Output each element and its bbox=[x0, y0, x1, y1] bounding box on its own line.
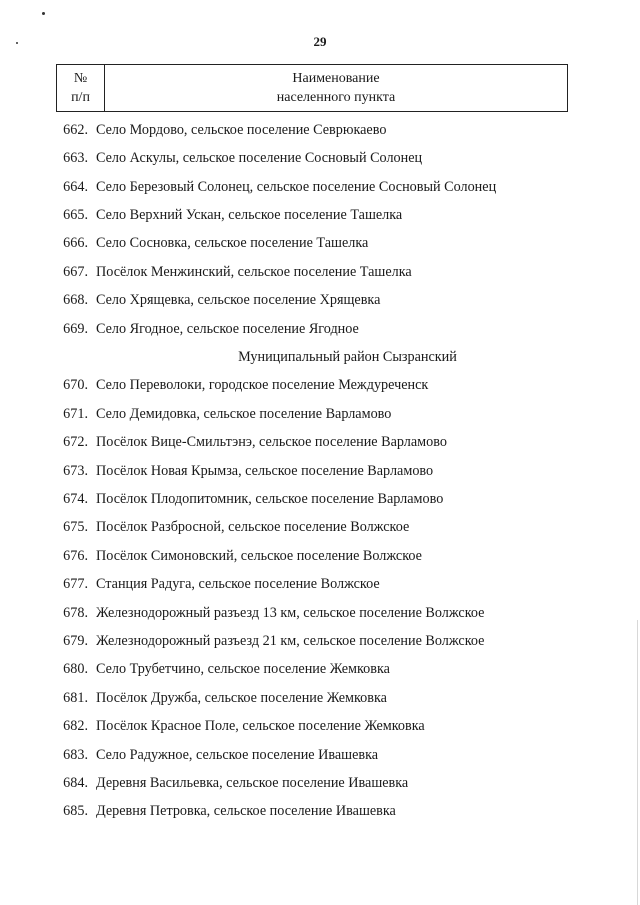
item-name: Село Трубетчино, сельское поселение Жемковка bbox=[96, 661, 390, 678]
item-number: 662. bbox=[63, 121, 88, 138]
header-number-column bbox=[57, 65, 105, 111]
item-name: Село Хрящевка, сельское поселение Хрящевка bbox=[96, 292, 381, 309]
item-number: 671. bbox=[63, 405, 88, 422]
page-number: 29 bbox=[313, 34, 327, 49]
item-name: Село Демидовка, сельское поселение Варламово bbox=[96, 405, 392, 422]
item-name: Село Аскулы, сельское поселение Сосновый Солонец bbox=[96, 150, 423, 167]
list-item bbox=[0, 286, 640, 314]
list-item bbox=[0, 713, 640, 741]
item-number: 664. bbox=[63, 178, 88, 195]
item-name: Посёлок Новая Крымза, сельское поселение Варламово bbox=[96, 462, 434, 479]
list-item bbox=[0, 798, 640, 826]
item-name: Станция Радуга, сельское поселение Волжское bbox=[96, 576, 380, 593]
item-name: Село Сосновка, сельское поселение Ташелка bbox=[96, 235, 369, 252]
item-number: 682. bbox=[63, 718, 88, 735]
list-item bbox=[0, 116, 640, 144]
list-item bbox=[0, 542, 640, 570]
item-number: 683. bbox=[63, 746, 88, 763]
list-item bbox=[0, 741, 640, 769]
item-number: 675. bbox=[63, 519, 88, 536]
list-item bbox=[0, 599, 640, 627]
item-name: Село Ягодное, сельское поселение Ягодное bbox=[96, 320, 359, 337]
item-number: 669. bbox=[63, 320, 88, 337]
item-number: 667. bbox=[63, 263, 88, 280]
header-number-label: № bbox=[73, 71, 88, 86]
header-name-column bbox=[105, 65, 567, 111]
item-name: Посёлок Менжинский, сельское поселение Ташелка bbox=[96, 263, 412, 280]
item-number: 681. bbox=[63, 689, 88, 706]
item-name: Село Радужное, сельское поселение Ивашевка bbox=[96, 746, 379, 763]
list-item bbox=[0, 315, 640, 343]
item-name: Посёлок Симоновский, сельское поселение Волжское bbox=[96, 547, 422, 564]
list-item bbox=[0, 571, 640, 599]
item-number: 676. bbox=[63, 547, 88, 564]
item-name: Посёлок Вице-Смильтэнэ, сельское поселение Варламово bbox=[96, 434, 447, 451]
list-item bbox=[0, 173, 640, 201]
list-item bbox=[0, 230, 640, 258]
item-name: Село Березовый Солонец, сельское поселение Сосновый Солонец bbox=[96, 178, 497, 195]
list-item bbox=[0, 769, 640, 797]
item-number: 680. bbox=[63, 661, 88, 678]
header-name-sublabel: населенного пункта bbox=[276, 90, 396, 105]
item-name: Село Переволоки, городское поселение Междуреченск bbox=[96, 377, 429, 394]
item-name: Посёлок Красное Поле, сельское поселение Жемковка bbox=[96, 718, 425, 735]
item-name: Железнодорожный разъезд 13 км, сельское поселение Волжское bbox=[96, 604, 485, 621]
list-item bbox=[0, 485, 640, 513]
list-item bbox=[0, 514, 640, 542]
header-name-label: Наименование bbox=[292, 71, 380, 86]
item-number: 679. bbox=[63, 633, 88, 650]
list-item bbox=[0, 656, 640, 684]
settlement-list bbox=[0, 116, 640, 826]
item-number: 684. bbox=[63, 775, 88, 792]
section-title: Муниципальный район Сызранский bbox=[238, 348, 457, 365]
item-number: 674. bbox=[63, 490, 88, 507]
scan-speck bbox=[42, 12, 45, 15]
item-name: Деревня Петровка, сельское поселение Ивашевка bbox=[96, 803, 396, 820]
item-name: Посёлок Плодопитомник, сельское поселение Варламово bbox=[96, 490, 444, 507]
item-name: Железнодорожный разъезд 21 км, сельское поселение Волжское bbox=[96, 633, 485, 650]
list-item bbox=[0, 400, 640, 428]
list-item bbox=[0, 627, 640, 655]
item-number: 670. bbox=[63, 377, 88, 394]
item-number: 666. bbox=[63, 235, 88, 252]
item-name: Село Верхний Ускан, сельское поселение Ташелка bbox=[96, 206, 403, 223]
item-number: 672. bbox=[63, 434, 88, 451]
item-number: 685. bbox=[63, 803, 88, 820]
header-number-sublabel: п/п bbox=[71, 90, 90, 105]
item-number: 668. bbox=[63, 292, 88, 309]
list-item bbox=[0, 457, 640, 485]
item-number: 677. bbox=[63, 576, 88, 593]
list-item bbox=[0, 144, 640, 172]
item-name: Посёлок Разбросной, сельское поселение Волжское bbox=[96, 519, 410, 536]
list-item bbox=[0, 372, 640, 400]
list-item bbox=[0, 258, 640, 286]
table-header bbox=[56, 64, 568, 112]
item-name: Посёлок Дружба, сельское поселение Жемковка bbox=[96, 689, 387, 706]
item-number: 665. bbox=[63, 206, 88, 223]
item-name: Село Мордово, сельское поселение Севрюкаево bbox=[96, 121, 387, 138]
list-item bbox=[0, 428, 640, 456]
list-item bbox=[0, 684, 640, 712]
list-item bbox=[0, 201, 640, 229]
item-number: 678. bbox=[63, 604, 88, 621]
item-number: 673. bbox=[63, 462, 88, 479]
item-name: Деревня Васильевка, сельское поселение Ивашевка bbox=[96, 775, 409, 792]
item-number: 663. bbox=[63, 150, 88, 167]
